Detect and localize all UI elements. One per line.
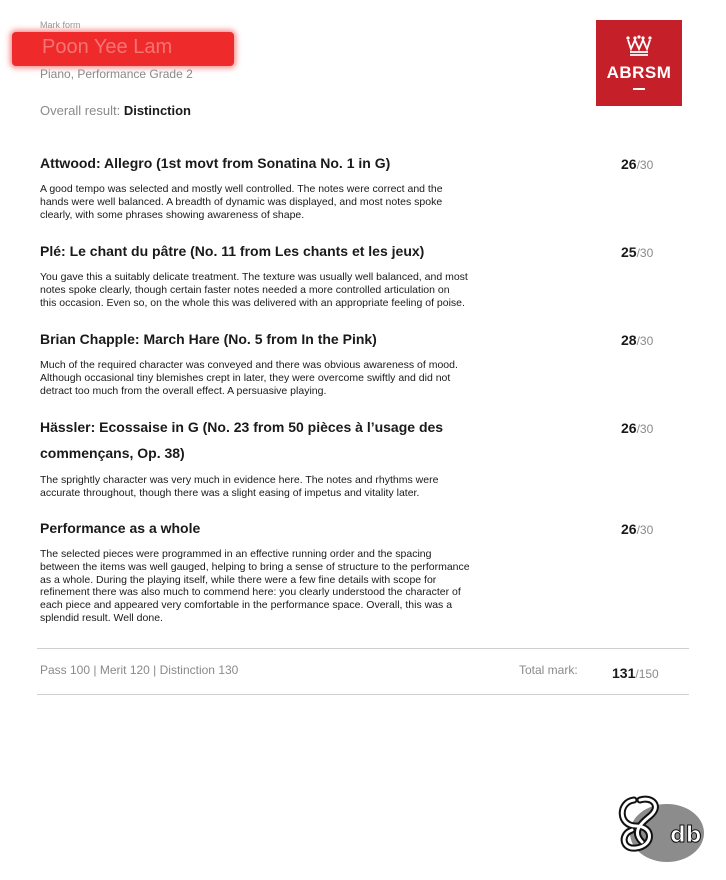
divider (37, 648, 689, 649)
comment-line: A good tempo was selected and mostly well controlled. The notes were correct and the (40, 183, 443, 195)
piece-comment (40, 271, 520, 309)
section-comment (40, 548, 520, 625)
piece-comment (40, 359, 520, 397)
abrsm-logo (596, 20, 682, 106)
mark-out-of: /30 (636, 334, 654, 348)
piece-title: Brian Chapple: March Hare (No. 5 from In the Pink) (40, 331, 377, 347)
mark-value: 26 (621, 156, 637, 172)
total-label: Total mark: (519, 663, 578, 677)
comment-line: refinement there was also much to commend here: you clearly understood the character of (40, 586, 461, 599)
comment-line: each piece and appeared very comfortable in the performance space. Overall, this was a (40, 599, 453, 612)
piece-title: Plé: Le chant du pâtre (No. 11 from Les chants et les jeux) (40, 243, 425, 259)
piece-mark (621, 420, 653, 436)
form-label: Mark form (40, 20, 81, 30)
total-out-of: /150 (635, 667, 659, 681)
crown-icon (625, 34, 653, 58)
piece-title: Attwood: Allegro (1st movt from Sonatina No. 1 in G) (40, 155, 391, 171)
overall-result (40, 103, 191, 118)
comment-line: hands were well balanced. A breadth of dynamic was displayed, and most notes spoke (40, 195, 443, 208)
piece-comment (40, 474, 520, 500)
piece-title: Hässler: Ecossaise in G (No. 23 from 50 pièces à l’usage des (40, 419, 444, 435)
site-watermark-logo-icon (612, 786, 708, 864)
comment-line: this occasion. Even so, on the whole this was delivered with an appropriate feeling of poise. (40, 296, 465, 309)
comment-line: splendid result. Well done. (40, 611, 163, 624)
logo-dash (633, 88, 645, 90)
candidate-name: Poon Yee Lam (42, 36, 173, 58)
comment-line: accurate throughout, though there was a slight easing of impetus and vitality later. (40, 486, 420, 499)
section-title: Performance as a whole (40, 520, 201, 536)
mark-out-of: /30 (636, 422, 654, 436)
comment-line: The sprightly character was very much in evidence here. The notes and rhythms were (40, 474, 439, 486)
piece-title-continued: commençans, Op. 38) (40, 445, 185, 461)
piece-mark (621, 332, 653, 348)
comment-line: clearly, with some phrases showing awareness of shape. (40, 208, 305, 221)
piece-mark (621, 156, 653, 172)
mark-out-of: /30 (636, 158, 654, 172)
overall-value: Distinction (123, 103, 191, 118)
svg-text:db: db (670, 823, 702, 848)
mark-out-of: /30 (636, 246, 654, 260)
mark-value: 25 (621, 244, 637, 260)
section-mark (621, 521, 653, 537)
mark-value: 26 (621, 420, 637, 436)
logo-text: ABRSM (606, 63, 672, 82)
comment-line: as a whole. During the playing itself, while there were a few fine details with scope for (40, 573, 437, 586)
comment-line: Much of the required character was conveyed and there was obvious awareness of mood. (40, 359, 458, 371)
comment-line: You gave this a suitably delicate treatment. The texture was usually well balanced, and most (40, 271, 468, 283)
comment-line: between the items was well gauged, helping to bring a sense of structure to the performance (40, 560, 470, 573)
comment-line: Although occasional tiny blemishes crept in later, they were overcome swiftly and did not (40, 371, 451, 384)
mark-value: 28 (621, 332, 637, 348)
comment-line: The selected pieces were programmed in an effective running order and the spacing (40, 548, 432, 560)
redacted-candidate-name (12, 32, 234, 66)
total-value: 131 (612, 665, 636, 681)
comment-line: detract too much from the overall effect. A persuasive playing. (40, 384, 327, 397)
total-mark (612, 665, 659, 681)
overall-label: Overall result: (40, 103, 121, 118)
mark-value: 26 (621, 521, 637, 537)
piece-comment (40, 183, 520, 221)
piece-mark (621, 244, 653, 260)
exam-subtitle: Piano, Performance Grade 2 (40, 67, 193, 81)
comment-line: notes spoke clearly, though certain faster notes needed a more controlled articulation on (40, 283, 450, 296)
divider (37, 694, 689, 695)
mark-out-of: /30 (636, 523, 654, 537)
pass-bands: Pass 100 | Merit 120 | Distinction 130 (40, 663, 239, 677)
